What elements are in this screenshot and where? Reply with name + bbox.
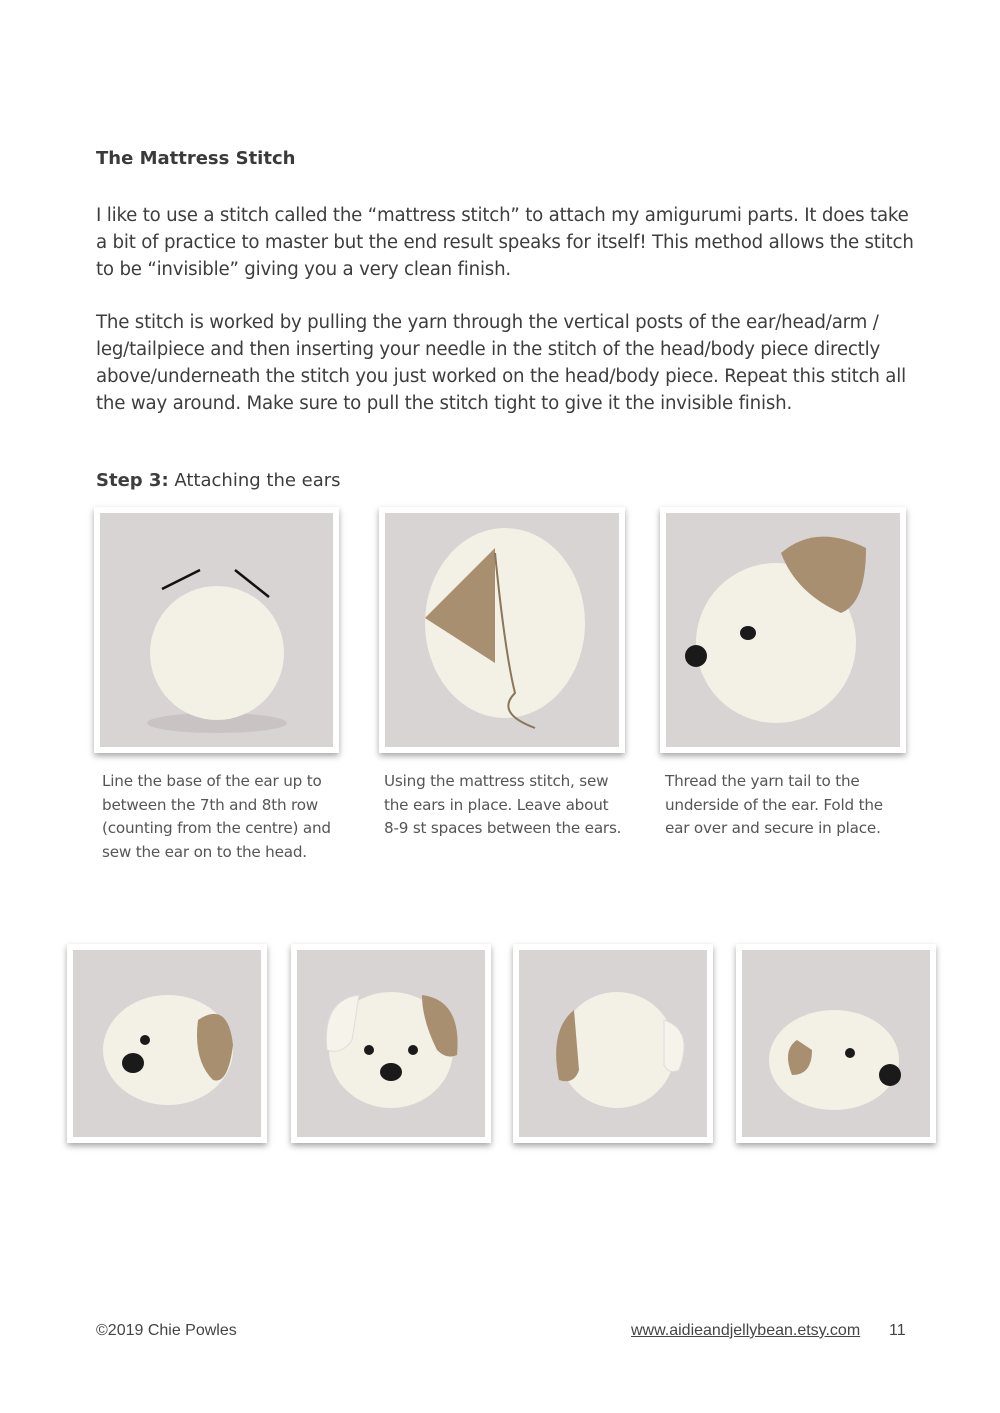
photo-finished-left-view bbox=[67, 944, 267, 1143]
paragraph-intro: I like to use a stitch called the “mattress stitch” to attach my amigurumi parts. It does take a bit of practice to master but the end result speaks for itself! This method allows the stitch to be “invisible” giving you a very clean finish. bbox=[96, 205, 914, 280]
photo-finished-right-view bbox=[736, 944, 936, 1143]
footer-url-link[interactable]: www.aidieandjellybean.etsy.com bbox=[631, 1322, 861, 1339]
caption-step-2: Using the mattress stitch, sew the ears in place. Leave about 8-9 st spaces between the ears. bbox=[384, 772, 622, 837]
photo-sewing-ear bbox=[379, 507, 625, 753]
footer-copyright: ©2019 Chie Powles bbox=[96, 1322, 237, 1339]
section-title: The Mattress Stitch bbox=[96, 148, 296, 169]
photo-finished-back-view bbox=[513, 944, 713, 1143]
photo-ear-folded bbox=[660, 507, 906, 753]
paragraph-method: The stitch is worked by pulling the yarn through the vertical posts of the ear/head/arm / leg/tailpiece and then inserting your needle in the stitch of the head/body piece directly above/underneath the stitch you just worked on the head/body piece. Repeat this stitch all the way around. Make sure to pull the stitch tight to give it the invisible finish. bbox=[96, 312, 906, 414]
photo-finished-front-view bbox=[291, 944, 491, 1143]
caption-step-3: Thread the yarn tail to the underside of the ear. Fold the ear over and secure in place. bbox=[665, 772, 883, 837]
step-heading bbox=[96, 470, 341, 491]
page-number: 11 bbox=[889, 1322, 906, 1339]
step-label: Step 3: bbox=[96, 470, 169, 491]
caption-step-1: Line the base of the ear up to between the 7th and 8th row (counting from the centre) and sew the ear on to the head. bbox=[102, 772, 331, 861]
photo-head-ear-guides bbox=[94, 507, 339, 753]
step-text: Attaching the ears bbox=[168, 470, 341, 491]
